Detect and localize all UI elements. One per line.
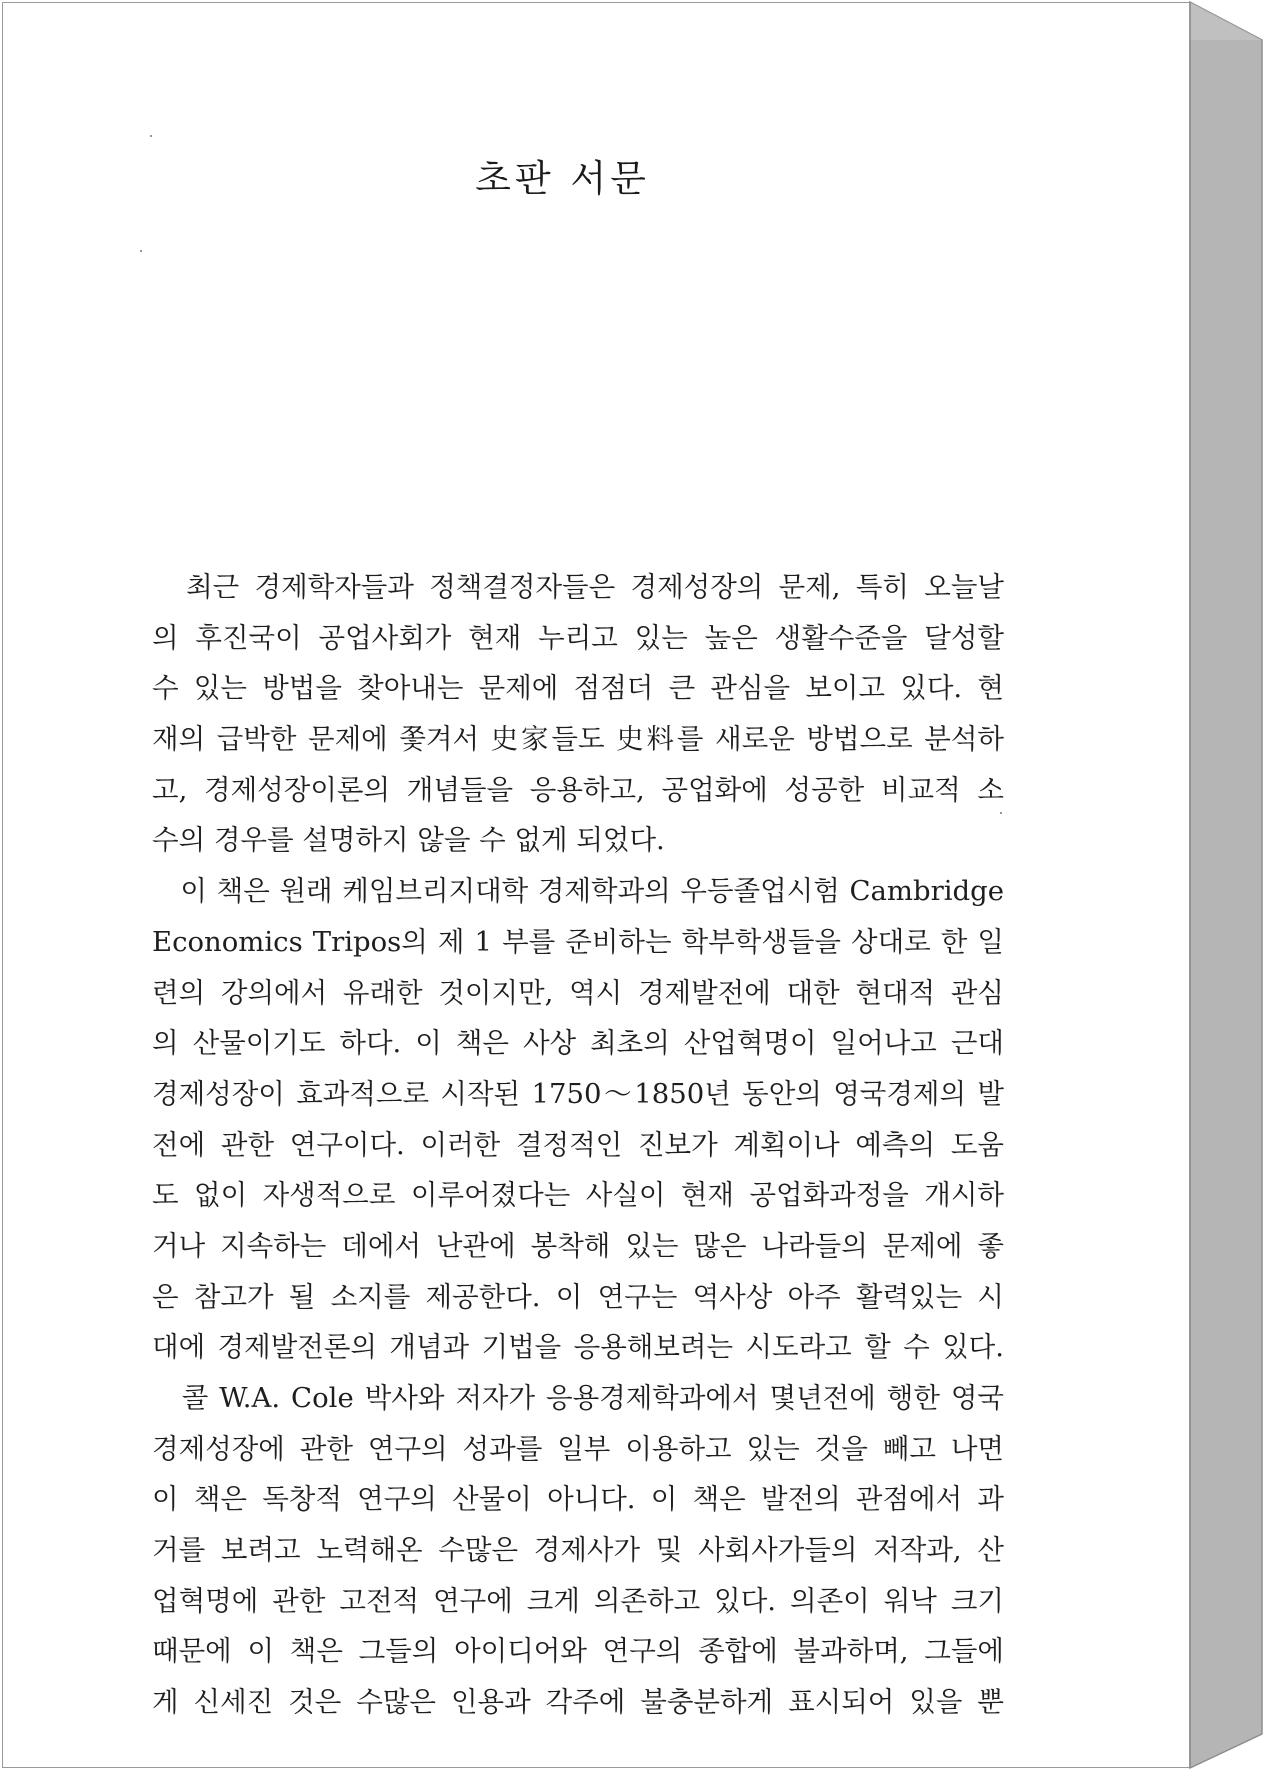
text-line: 거를 보려고 노력해온 수많은 경제사가 및 사회사가들의 저작과, 산 (152, 1534, 1004, 1567)
text-line: 거나 지속하는 데에서 난관에 봉착해 있는 많은 나라들의 문제에 좋 (152, 1229, 1004, 1262)
text-line: 의 산물이기도 하다. 이 책은 사상 최초의 산업혁명이 일어나고 근대 (152, 1027, 1004, 1060)
text-line: 은 참고가 될 소지를 제공한다. 이 연구는 역사상 아주 활력있는 시 (152, 1280, 1004, 1313)
text-line: 전에 관한 연구이다. 이러한 결정적인 진보가 계획이나 예측의 도움 (152, 1128, 1004, 1161)
text-line: 때문에 이 책은 그들의 아이디어와 연구의 종합에 불과하며, 그들에 (152, 1635, 1004, 1668)
scan-speck (140, 250, 142, 252)
text-line: 고, 경제성장이론의 개념들을 응용하고, 공업화에 성공한 비교적 소 (152, 773, 1004, 806)
text-line: 수 있는 방법을 찾아내는 문제에 점점더 큰 관심을 보이고 있다. 현 (152, 672, 1004, 705)
text-line: 의 후진국이 공업사회가 현재 누리고 있는 높은 생활수준을 달성할 (152, 621, 1004, 654)
body-text (152, 562, 1004, 1728)
text-line: 업혁명에 관한 고전적 연구에 크게 의존하고 있다. 의존이 워낙 크기 (152, 1584, 1004, 1617)
text-line: 대에 경제발전론의 개념과 기법을 응용해보려는 시도라고 할 수 있다. (152, 1331, 1004, 1364)
text-line: 재의 급박한 문제에 쫓겨서 史家들도 史料를 새로운 방법으로 분석하 (152, 723, 1004, 756)
text-line: 수의 경우를 설명하지 않을 수 없게 되었다. (152, 824, 665, 857)
text-line: 경제성장이 효과적으로 시작된 1750～1850년 동안의 영국경제의 발 (152, 1077, 1004, 1110)
text-line: 도 없이 자생적으로 이루어졌다는 사실이 현재 공업화과정을 개시하 (152, 1179, 1004, 1212)
text-line: 최근 경제학자들과 정책결정자들은 경제성장의 문제, 특히 오늘날 (152, 571, 1004, 603)
text-line: 경제성장에 관한 연구의 성과를 일부 이용하고 있는 것을 빼고 나면 (152, 1432, 1004, 1465)
page-title: 초판 서문 (475, 157, 650, 200)
text-line: 이 책은 원래 케임브리지대학 경제학과의 우등졸업시험 Cambridge (152, 875, 1004, 908)
text-line: 콜 W.A. Cole 박사와 저자가 응용경제학과에서 몇년전에 행한 영국 (152, 1382, 1004, 1414)
paragraph (152, 1373, 1004, 1728)
text-line: 련의 강의에서 유래한 것이지만, 역시 경제발전에 대한 현대적 관심 (152, 976, 1004, 1009)
text-line: Economics Tripos의 제 1 부를 준비하는 학부학생들을 상대로 한 일 (152, 925, 1004, 958)
scan-speck (150, 135, 152, 137)
paragraph (152, 866, 1004, 1373)
text-line: 게 신세진 것은 수많은 인용과 각주에 불충분하게 표시되어 있을 뿐 (152, 1686, 1004, 1719)
text-line: 이 책은 독창적 연구의 산물이 아니다. 이 책은 발전의 관점에서 과 (152, 1483, 1004, 1516)
paragraph (152, 562, 1004, 866)
